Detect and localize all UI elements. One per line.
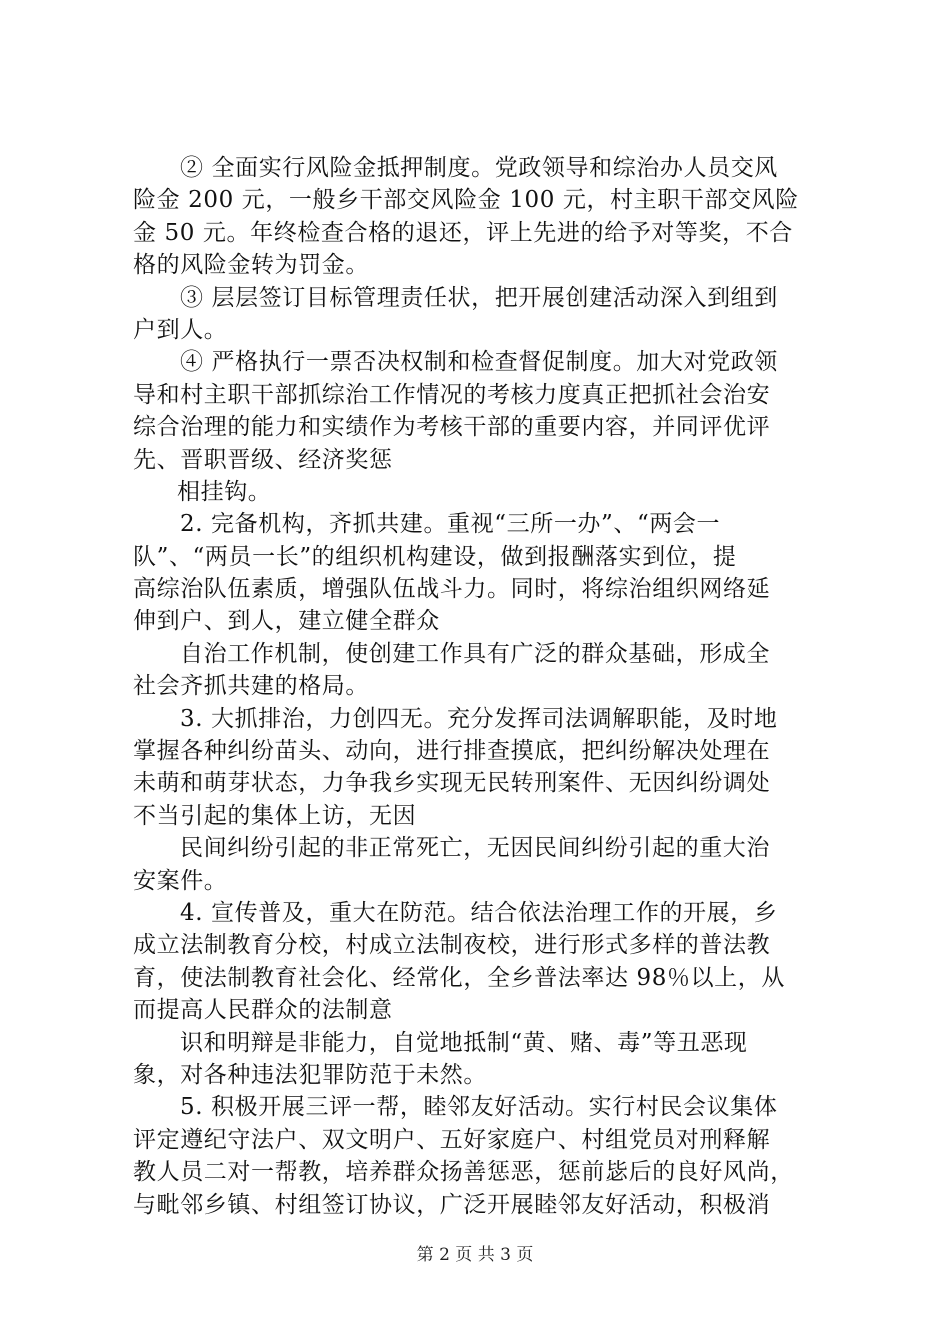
text-line: 户到人。 — [133, 316, 228, 343]
page-number-footer: 第 2 页 共 3 页 — [416, 1245, 534, 1265]
text-line: 导和村主职干部抓综治工作情况的考核力度真正把抓社会治安 — [133, 381, 771, 408]
text-line: ④ 严格执行一票否决权制和检查督促制度。加大对党政领 — [180, 349, 778, 376]
text-line: 5. 积极开展三评一帮，睦邻友好活动。实行村民会议集体 — [180, 1094, 778, 1121]
text-line: 育，使法制教育社会化、经常化，全乡普法率达 98％以上，从 — [133, 964, 785, 991]
text-line: ② 全面实行风险金抵押制度。党政领导和综治办人员交风 — [180, 155, 778, 181]
text-line: 评定遵纪守法户、双文明户、五好家庭户、村组党员对刑释解 — [133, 1126, 771, 1153]
text-line: 民间纠纷引起的非正常死亡，无因民间纠纷引起的重大治 — [180, 835, 770, 862]
text-line: 与毗邻乡镇、村组签订协议，广泛开展睦邻友好活动，积极消 — [133, 1191, 771, 1218]
text-line: 自治工作机制，使创建工作具有广泛的群众基础，形成全 — [180, 640, 770, 667]
text-line: 识和明辩是非能力，自觉地抵制“黄、赌、毒”等丑恶现 — [180, 1029, 748, 1056]
text-line: 象，对各种违法犯罪防范于未然。 — [133, 1061, 487, 1088]
text-line: 相挂钩。 — [177, 478, 272, 505]
text-line: 未萌和萌芽状态，力争我乡实现无民转刑案件、无因纠纷调处 — [133, 770, 771, 797]
text-line: 安案件。 — [133, 867, 228, 894]
text-line: 而提高人民群众的法制意 — [133, 997, 393, 1024]
text-line: 格的风险金转为罚金。 — [133, 252, 369, 279]
text-line: 先、晋职晋级、经济奖惩 — [133, 446, 393, 473]
text-line: 3. 大抓排治，力创四无。充分发挥司法调解职能，及时地 — [180, 705, 778, 732]
text-line: 伸到户、到人，建立健全群众 — [133, 608, 440, 635]
text-line: 社会齐抓共建的格局。 — [133, 673, 369, 700]
text-line: 4. 宣传普及，重大在防范。结合依法治理工作的开展，乡 — [180, 899, 778, 926]
document-body — [133, 152, 833, 1221]
text-line: ③ 层层签订目标管理责任状，把开展创建活动深入到组到 — [180, 284, 778, 311]
text-line: 队”、“两员一长”的组织机构建设，做到报酬落实到位，提 — [133, 543, 737, 570]
text-line: 教人员二对一帮教，培养群众扬善惩恶，惩前毖后的良好风尚， — [133, 1159, 794, 1186]
text-line: 2. 完备机构，齐抓共建。重视“三所一办”、“两会一 — [180, 511, 721, 538]
text-line: 掌握各种纠纷苗头、动向，进行排查摸底，把纠纷解决处理在 — [133, 738, 771, 765]
text-line: 险金 200 元，一般乡干部交风险金 100 元，村主职干部交风险 — [133, 187, 799, 214]
text-line: 高综治队伍素质，增强队伍战斗力。同时，将综治组织网络延 — [133, 576, 771, 603]
text-line: 成立法制教育分校，村成立法制夜校，进行形式多样的普法教 — [133, 932, 771, 959]
text-line: 金 50 元。年终检查合格的退还，评上先进的给予对等奖，不合 — [133, 219, 793, 246]
text-line: 综合治理的能力和实绩作为考核干部的重要内容，并同评优评 — [133, 414, 771, 441]
text-line: 不当引起的集体上访，无因 — [133, 802, 417, 829]
